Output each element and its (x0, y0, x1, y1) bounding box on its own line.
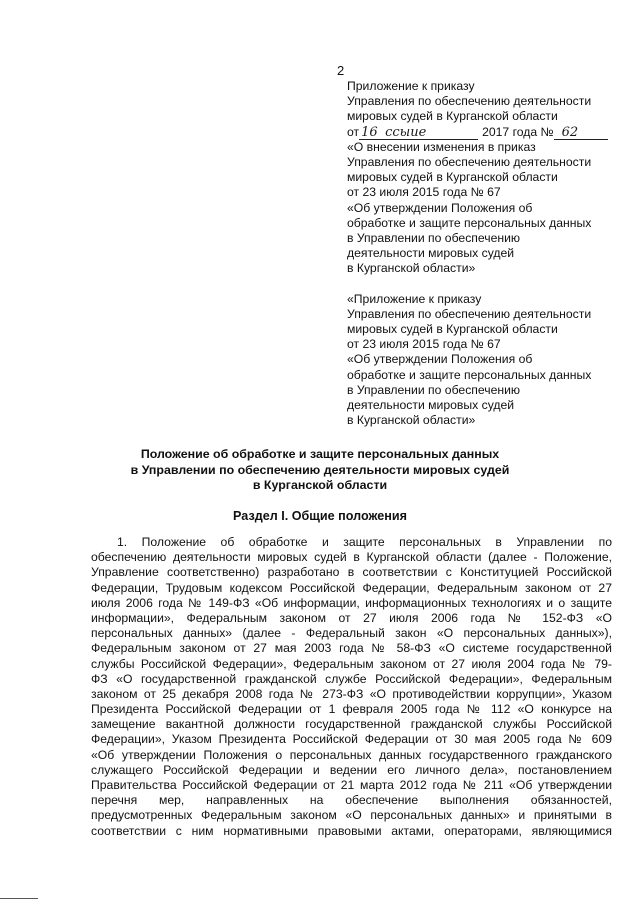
body-line: соответствии с ним нормативными правовыми актами, операторами, являющимися (91, 823, 612, 838)
original-appendix-line: в Управлении по обеспечению (347, 382, 521, 397)
body-line: ФЗ «О государственной гражданской службе Российской Федерации», Федеральным (91, 671, 612, 686)
original-appendix-line: от 23 июля 2015 года № 67 (347, 337, 501, 352)
body-line: предусмотренных Федеральным законом «О персональных данных» и принятыми в (91, 808, 612, 823)
handwritten-order-number (554, 126, 608, 140)
body-line: Федерации», Указом Президента Российской Федерации от 30 мая 2005 года № 609 (91, 732, 612, 747)
body-line: обеспечению деятельности мировых судей в Курганской области (далее - Положение, (91, 550, 612, 565)
original-appendix-line: «Приложение к приказу (347, 291, 482, 306)
body-line: персональных данных» (далее - Федеральный закон «О персональных данных»), (91, 626, 612, 641)
handwritten-month (379, 126, 478, 140)
body-line: перечня мер, направленных на обеспечение выполнения обязанностей, (91, 793, 612, 808)
order-date-line (347, 125, 627, 140)
body-line: Федеральным законом от 27 мая 2003 года № 58-ФЗ «О системе государственной (91, 641, 612, 656)
appendix-line: деятельности мировых судей (347, 246, 515, 261)
body-line: служащего Российской Федерации и ведении его личного дела», постановлением (91, 762, 612, 777)
body-paragraph (91, 535, 612, 839)
appendix-line: мировых судей в Курганской области (347, 109, 558, 124)
appendix-header (347, 79, 627, 428)
section-title: Раздел I. Общие положения (233, 509, 407, 523)
body-line: законом от 25 декабря 2008 года № 273-ФЗ «О противодействии коррупции», Указом (91, 686, 612, 701)
appendix-line: в Курганской области» (347, 261, 476, 276)
appendix-line: Управления по обеспечению деятельности (347, 94, 592, 109)
original-appendix-line: мировых судей в Курганской области (347, 322, 558, 337)
appendix-line: Приложение к приказу (347, 79, 475, 93)
body-line: 1. Положение об обработке и защите персональных в Управлении по (117, 535, 612, 549)
body-line: «Об утверждении Положения о персональных данных государственного гражданского (91, 747, 612, 762)
body-line: Федерации, Трудовым кодексом Российской Федерации, Федеральным законом от 27 (91, 580, 612, 595)
appendix-line: от 23 июля 2015 года № 67 (347, 185, 501, 200)
document-title-line: в Управлении по обеспечению деятельности мировых судей (130, 462, 510, 477)
appendix-line: обработке и защите персональных данных (347, 215, 592, 230)
body-line: Правительства Российской Федерации от 21 марта 2012 года № 211 «Об утверждении (91, 778, 612, 792)
document-title-line: Положение об обработке и защите персональных данных (140, 447, 500, 461)
appendix-line: Управления по обеспечению деятельности (347, 155, 592, 170)
original-appendix-line: «Об утверждении Положения об (347, 352, 533, 367)
footer-rule (0, 898, 38, 899)
document-title-line: в Курганской области (252, 478, 388, 492)
document-title (80, 447, 560, 494)
handwritten-day (359, 126, 379, 140)
date-year-text: 2017 года № (482, 124, 554, 139)
original-appendix-line: Управления по обеспечению деятельности (347, 306, 592, 321)
body-line: Президента Российской Федерации от 1 февраля 2005 года № 112 «О конкурсе на (91, 702, 612, 717)
original-appendix-line: обработке и защите персональных данных (347, 367, 592, 382)
date-prefix: от (347, 124, 360, 139)
handwritten-day-text: 16 (361, 124, 378, 140)
body-line: информации», Федеральным законом от 27 июля 2006 года № 152-ФЗ «О (91, 610, 612, 625)
original-appendix-line: в Курганской области» (347, 413, 476, 428)
body-line: замещение вакантной должности государственной гражданской службы Российской (91, 717, 612, 732)
handwritten-number-text: 62 (561, 124, 579, 140)
appendix-line: «О внесении изменения в приказ (347, 139, 536, 154)
body-line: службы Российской Федерации», Федеральным законом от 27 июля 2004 года № 79- (91, 656, 612, 671)
handwritten-month-text: ссыие (385, 124, 427, 140)
appendix-line: «Об утверждении Положения об (347, 200, 533, 215)
appendix-line: мировых судей в Курганской области (347, 170, 558, 185)
original-appendix-line: деятельности мировых судей (347, 398, 515, 413)
body-line: июля 2006 года № 149-ФЗ «Об информации, информационных технологиях и о защите (91, 595, 612, 610)
appendix-line: в Управлении по обеспечению (347, 231, 521, 246)
appendix-spacer (347, 277, 627, 292)
page-number: 2 (337, 63, 345, 78)
body-line: Управление соответственно) разработано в соответствии с Конституцией Российской (91, 565, 612, 580)
